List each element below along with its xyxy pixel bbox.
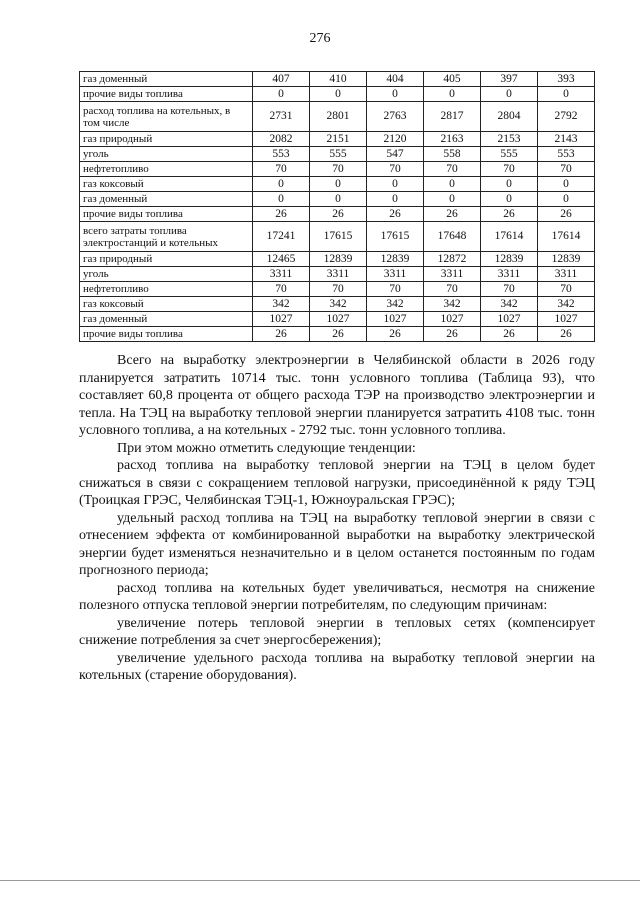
table-cell: 26	[538, 327, 595, 342]
table-cell: 2120	[367, 132, 424, 147]
table-cell: 3311	[538, 267, 595, 282]
table-cell: 26	[424, 327, 481, 342]
table-cell: 2817	[424, 102, 481, 132]
table-cell: 0	[367, 87, 424, 102]
row-label: прочие виды топлива	[80, 327, 253, 342]
page-number: 276	[309, 31, 331, 46]
body-text	[79, 352, 595, 685]
table-row	[80, 267, 595, 282]
paragraph: увеличение потерь тепловой энергии в тепловых сетях (компенсирует снижение потребления за счет энергосбережения);	[79, 615, 595, 648]
table-cell: 17614	[538, 222, 595, 252]
table-cell: 2763	[367, 102, 424, 132]
table-cell: 553	[253, 147, 310, 162]
table-cell: 0	[538, 87, 595, 102]
table-cell: 0	[481, 177, 538, 192]
table-row	[80, 192, 595, 207]
row-label: газ природный	[80, 252, 253, 267]
table-cell: 393	[538, 72, 595, 87]
table-row	[80, 282, 595, 297]
table-cell: 547	[367, 147, 424, 162]
table-cell: 3311	[424, 267, 481, 282]
row-label: газ доменный	[80, 72, 253, 87]
table-cell: 555	[481, 147, 538, 162]
table-row	[80, 147, 595, 162]
table-cell: 0	[481, 87, 538, 102]
table-row	[80, 297, 595, 312]
table-cell: 2143	[538, 132, 595, 147]
table-cell: 1027	[538, 312, 595, 327]
table-cell: 342	[424, 297, 481, 312]
table-cell: 1027	[253, 312, 310, 327]
table-row	[80, 252, 595, 267]
table-cell: 26	[253, 327, 310, 342]
paragraph: Всего на выработку электроэнергии в Челябинской области в 2026 году планируется затратить 10714 тыс. тонн условного топлива (Таблица 93), что составляет 60,8 процента от общего расхода ТЭР на производство электроэнергии и тепла. На ТЭЦ на выработку тепловой энергии планируется затратить 4108 тыс. тонн условного топлива, а на котельных - 2792 тыс. тонн условного топлива.	[79, 353, 595, 438]
table-cell: 410	[310, 72, 367, 87]
table-row	[80, 312, 595, 327]
paragraph: расход топлива на выработку тепловой энергии на ТЭЦ в целом будет снижаться в связи с сокращением тепловой нагрузки, присоединённой к ряду ТЭЦ (Троицкая ГРЭС, Челябинская ТЭЦ-1, Южноуральская ГРЭС);	[79, 458, 595, 508]
row-label: уголь	[80, 147, 253, 162]
row-label: нефтетопливо	[80, 162, 253, 177]
table-cell: 2792	[538, 102, 595, 132]
table-cell: 553	[538, 147, 595, 162]
table-cell: 407	[253, 72, 310, 87]
table-cell: 0	[253, 87, 310, 102]
table-cell: 12839	[310, 252, 367, 267]
row-label: газ природный	[80, 132, 253, 147]
table-cell: 0	[367, 177, 424, 192]
table-cell: 26	[253, 207, 310, 222]
table-cell: 558	[424, 147, 481, 162]
table-cell: 405	[424, 72, 481, 87]
table-cell: 0	[481, 192, 538, 207]
row-label: уголь	[80, 267, 253, 282]
table-cell: 26	[424, 207, 481, 222]
table-cell: 342	[310, 297, 367, 312]
table-cell: 2082	[253, 132, 310, 147]
table-cell: 70	[538, 162, 595, 177]
table-row	[80, 207, 595, 222]
paragraph: При этом можно отметить следующие тенденции:	[117, 440, 416, 456]
table-cell: 0	[253, 177, 310, 192]
table-cell: 3311	[367, 267, 424, 282]
table-cell: 555	[310, 147, 367, 162]
table-cell: 0	[310, 192, 367, 207]
table-cell: 26	[538, 207, 595, 222]
row-label: всего затраты топлива электростанций и котельных	[80, 222, 253, 252]
table-cell: 342	[481, 297, 538, 312]
paragraph: расход топлива на котельных будет увеличиваться, несмотря на снижение полезного отпуска тепловой энергии потребителям, по следующим причинам:	[79, 580, 595, 613]
table-row	[80, 327, 595, 342]
row-label: расход топлива на котельных, в том числе	[80, 102, 253, 132]
table-cell: 1027	[481, 312, 538, 327]
table-cell: 70	[481, 162, 538, 177]
table-cell: 0	[424, 177, 481, 192]
table-cell: 26	[310, 207, 367, 222]
table-row	[80, 177, 595, 192]
table-cell: 70	[367, 162, 424, 177]
paragraph: увеличение удельного расхода топлива на выработку тепловой энергии на котельных (старение оборудования).	[79, 650, 595, 683]
table-cell: 2163	[424, 132, 481, 147]
table-cell: 26	[367, 327, 424, 342]
table-cell: 1027	[367, 312, 424, 327]
table-cell: 17615	[367, 222, 424, 252]
table-cell: 0	[538, 192, 595, 207]
table-cell: 26	[481, 207, 538, 222]
row-label: газ доменный	[80, 192, 253, 207]
table-cell: 17615	[310, 222, 367, 252]
table-cell: 70	[253, 162, 310, 177]
table-cell: 0	[367, 192, 424, 207]
table-cell: 70	[538, 282, 595, 297]
table-cell: 0	[538, 177, 595, 192]
table-cell: 2804	[481, 102, 538, 132]
table-cell: 0	[310, 177, 367, 192]
table-row	[80, 72, 595, 87]
table-cell: 342	[367, 297, 424, 312]
row-label: прочие виды топлива	[80, 207, 253, 222]
table-cell: 12465	[253, 252, 310, 267]
table-cell: 342	[538, 297, 595, 312]
table-row	[80, 87, 595, 102]
table-cell: 2151	[310, 132, 367, 147]
table-cell: 12839	[481, 252, 538, 267]
table-cell: 2731	[253, 102, 310, 132]
table-cell: 12839	[367, 252, 424, 267]
row-label: нефтетопливо	[80, 282, 253, 297]
row-label: газ доменный	[80, 312, 253, 327]
table-cell: 17241	[253, 222, 310, 252]
row-label: газ коксовый	[80, 297, 253, 312]
table-cell: 17614	[481, 222, 538, 252]
table-row	[80, 222, 595, 252]
table-cell: 17648	[424, 222, 481, 252]
table-cell: 70	[481, 282, 538, 297]
table-body	[80, 72, 595, 342]
table-cell: 1027	[310, 312, 367, 327]
table-cell: 1027	[424, 312, 481, 327]
table-cell: 26	[481, 327, 538, 342]
table-cell: 2801	[310, 102, 367, 132]
table-cell: 12872	[424, 252, 481, 267]
table-cell: 26	[367, 207, 424, 222]
table-cell: 404	[367, 72, 424, 87]
table-cell: 3311	[310, 267, 367, 282]
table-cell: 2153	[481, 132, 538, 147]
table-cell: 0	[424, 192, 481, 207]
table-cell: 70	[367, 282, 424, 297]
table-cell: 70	[424, 282, 481, 297]
table-row	[80, 102, 595, 132]
fuel-consumption-table	[79, 71, 595, 342]
table-cell: 342	[253, 297, 310, 312]
table-cell: 3311	[253, 267, 310, 282]
table-cell: 397	[481, 72, 538, 87]
table-cell: 0	[253, 192, 310, 207]
table-row	[80, 132, 595, 147]
table-cell: 70	[310, 162, 367, 177]
table-row	[80, 162, 595, 177]
page-bottom-divider	[0, 880, 640, 881]
table-cell: 0	[424, 87, 481, 102]
paragraph: удельный расход топлива на ТЭЦ на выработку тепловой энергии в связи с отнесением эффекта от комбинированной выработки на выработку электрической энергии будет изменяться незначительно и в целом останется постоянным по годам прогнозного периода;	[79, 510, 595, 578]
table-cell: 70	[253, 282, 310, 297]
row-label: газ коксовый	[80, 177, 253, 192]
row-label: прочие виды топлива	[80, 87, 253, 102]
table-cell: 0	[310, 87, 367, 102]
table-cell: 3311	[481, 267, 538, 282]
table-cell: 70	[310, 282, 367, 297]
table-cell: 26	[310, 327, 367, 342]
table-cell: 70	[424, 162, 481, 177]
table-cell: 12839	[538, 252, 595, 267]
